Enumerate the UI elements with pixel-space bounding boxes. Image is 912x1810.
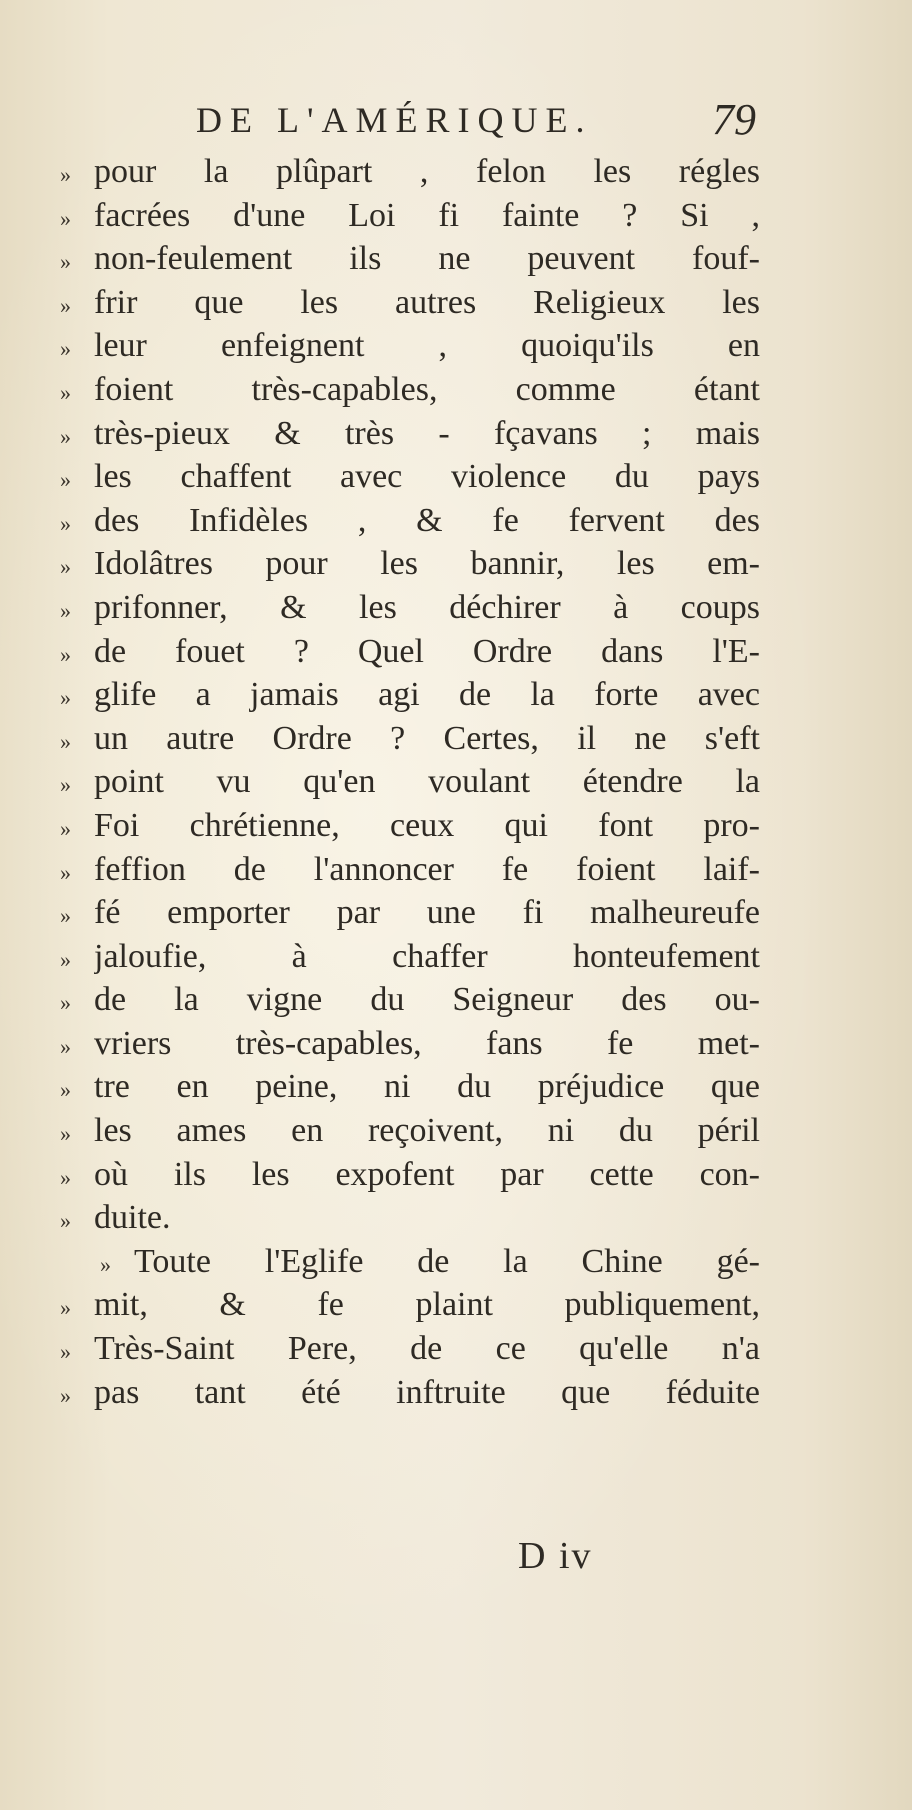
text-line <box>60 499 760 543</box>
text-line <box>60 760 760 804</box>
quote-mark: » <box>60 423 71 449</box>
text-line <box>60 1327 760 1371</box>
quote-mark: » <box>60 946 71 972</box>
quote-mark: » <box>60 903 71 929</box>
line-text: non-feulement ils ne peuvent fouf- <box>94 240 760 278</box>
text-line <box>60 1240 760 1284</box>
line-text: jaloufie, à chaffer honteufement <box>94 937 760 975</box>
line-text: prifonner, & les déchirer à coups <box>94 588 760 626</box>
text-line <box>60 935 760 979</box>
quote-mark: » <box>100 1251 111 1277</box>
line-text: Toute l'Eglife de la Chine gé- <box>134 1242 760 1280</box>
quote-mark: » <box>60 1295 71 1321</box>
line-text: glife a jamais agi de la forte avec <box>94 676 760 714</box>
line-text: pour la plûpart , felon les régles <box>94 153 760 190</box>
text-line <box>60 1022 760 1066</box>
quote-mark: » <box>60 1208 71 1234</box>
quote-mark: » <box>60 510 71 536</box>
quote-mark: » <box>60 1033 71 1059</box>
line-text: de fouet ? Quel Ordre dans l'E- <box>94 632 760 670</box>
text-line <box>60 281 760 325</box>
text-line <box>60 848 760 892</box>
text-line <box>60 150 760 194</box>
quote-mark: » <box>60 1077 71 1103</box>
quote-mark: » <box>60 379 71 405</box>
text-line <box>60 368 760 412</box>
text-line <box>60 1371 760 1415</box>
text-line <box>60 1196 760 1240</box>
line-text: Très-Saint Pere, de ce qu'elle n'a <box>94 1330 760 1368</box>
quote-mark: » <box>60 772 71 798</box>
text-line <box>60 1109 760 1153</box>
text-line <box>60 630 760 674</box>
text-line <box>60 194 760 238</box>
text-line <box>60 1153 760 1197</box>
quote-mark: » <box>60 554 71 580</box>
line-text: frir que les autres Religieux les <box>94 283 760 321</box>
text-line <box>60 717 760 761</box>
line-text: où ils les expofent par cette con- <box>94 1155 760 1193</box>
line-text: mit, & fe plaint publiquement, <box>94 1286 760 1324</box>
text-line <box>60 542 760 586</box>
line-text: facrées d'une Loi fi fainte ? Si , <box>94 196 760 234</box>
text-line <box>60 978 760 1022</box>
line-text: feffion de l'annoncer fe foient laif- <box>94 850 760 888</box>
line-text: leur enfeignent , quoiqu'ils en <box>94 327 760 365</box>
line-text: duite. <box>94 1199 171 1237</box>
quote-mark: » <box>60 1121 71 1147</box>
quote-mark: » <box>60 597 71 623</box>
line-text: des Infidèles , & fe fervent des <box>94 501 760 539</box>
quote-mark: » <box>60 249 71 275</box>
quote-mark: » <box>60 990 71 1016</box>
line-text: tre en peine, ni du préjudice que <box>94 1068 760 1106</box>
text-line <box>60 1283 760 1327</box>
text-line <box>60 586 760 630</box>
text-line <box>60 804 760 848</box>
line-text: foient très-capables, comme étant <box>94 370 760 408</box>
quote-mark: » <box>60 467 71 493</box>
text-line <box>60 673 760 717</box>
line-text: un autre Ordre ? Certes, il ne s'eft <box>94 719 760 757</box>
text-line <box>60 891 760 935</box>
line-text: les ames en reçoivent, ni du péril <box>94 1112 760 1150</box>
running-head <box>196 92 756 148</box>
line-text: de la vigne du Seigneur des ou- <box>94 981 760 1019</box>
line-text: les chaffent avec violence du pays <box>94 458 760 496</box>
quote-mark: » <box>60 1382 71 1408</box>
line-text: pas tant été inftruite que féduite <box>94 1373 760 1411</box>
quote-mark: » <box>60 859 71 885</box>
quote-mark: » <box>60 1164 71 1190</box>
line-text: vriers très-capables, fans fe met- <box>94 1024 760 1062</box>
quote-mark: » <box>60 685 71 711</box>
text-line <box>60 324 760 368</box>
text-line <box>60 455 760 499</box>
text-line <box>60 412 760 456</box>
line-text: point vu qu'en voulant étendre la <box>94 763 760 801</box>
page-number: 79 <box>712 95 756 144</box>
quote-mark: » <box>60 162 71 187</box>
quote-mark: » <box>60 336 71 362</box>
quote-mark: » <box>60 292 71 318</box>
text-line <box>60 1065 760 1109</box>
line-text: Foi chrétienne, ceux qui font pro- <box>94 806 760 844</box>
line-text: très-pieux & très - fçavans ; mais <box>94 414 760 452</box>
signature-mark: D iv <box>518 1535 593 1577</box>
text-line <box>60 237 760 281</box>
quote-mark: » <box>60 728 71 754</box>
quote-mark: » <box>60 205 71 231</box>
line-text: fé emporter par une fi malheureufe <box>94 894 760 932</box>
line-text: Idolâtres pour les bannir, les em- <box>94 545 760 583</box>
body-text <box>60 150 760 1414</box>
running-title: DE L'AMÉRIQUE. <box>196 100 593 140</box>
quote-mark: » <box>60 1339 71 1365</box>
quote-mark: » <box>60 815 71 841</box>
quote-mark: » <box>60 641 71 667</box>
